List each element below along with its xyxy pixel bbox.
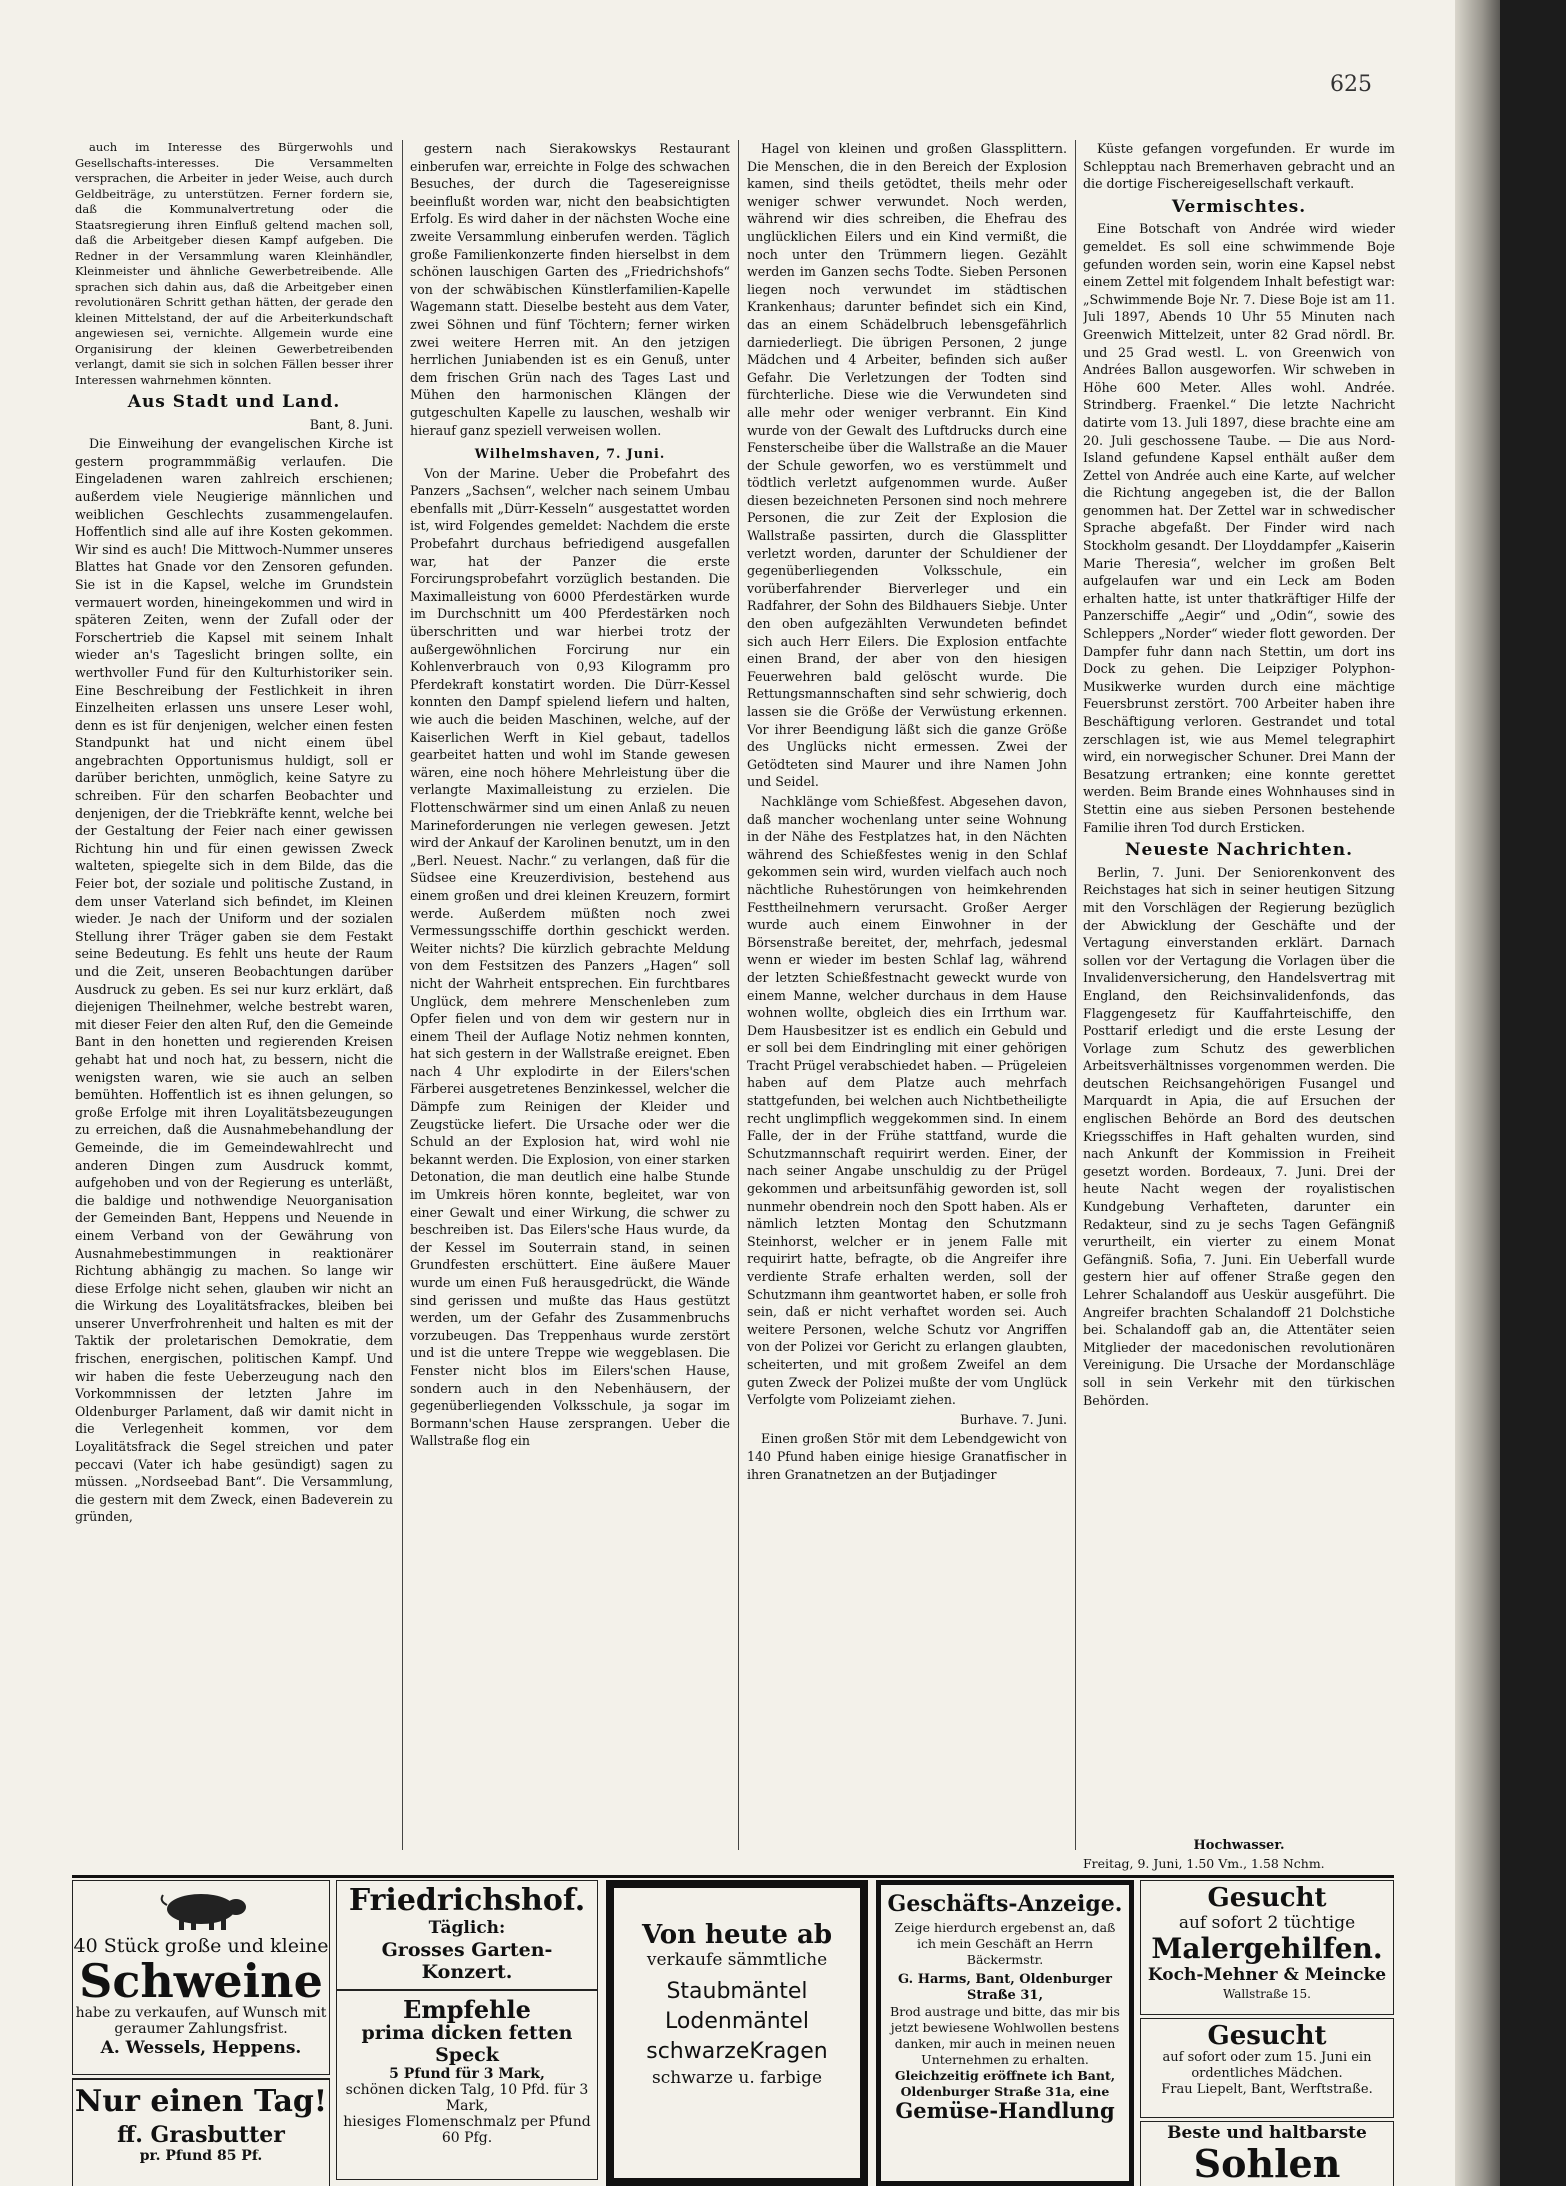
ad-pigs — [72, 1880, 330, 2075]
maler-headline: Gesucht — [1207, 1883, 1327, 1913]
column-1 — [75, 140, 393, 1840]
column-rule — [738, 140, 739, 1850]
liepelt-headline: Gesucht — [1207, 2021, 1327, 2051]
pigs-terms: habe zu verkaufen, auf Wunsch mit geraumer Zahlungsfrist. — [75, 2005, 327, 2038]
liepelt-name: Frau Liepelt, Bant, Werftstraße. — [1161, 2082, 1373, 2098]
strubbe-butter-price: pr. Pfund 85 Pf. — [139, 2148, 263, 2164]
huismann-colors: schwarze u. farbige — [652, 2068, 822, 2089]
pigs-headline: Schweine — [79, 1954, 323, 2008]
sohlen-line1: Beste und haltbarste — [1167, 2123, 1367, 2143]
column-4 — [1083, 140, 1395, 1840]
intro-text: auch im Interesse des Bürgerwohls und Gesellschafts-interesses. Die Versammelten versprachen, die Arbeiter in jeder Weise, auch durch Geldbeiträge, zu unterstützen. Ferner fordern sie, daß die Kommunalvertretung oder die Staatsregierung ihren Einfluß geltend machen soll, daß die Arbeitgeber diesen Kampf aufgeben. Die Redner in der Versammlung waren Kleinhändler, Kleinmeister und ähnliche Gewerbetreibende. Alle sprachen sich dahin aus, daß die Arbeitgeber einen revolutionären Schritt gethan hätten, der gerade den kleinen Mittelstand, der auf die Arbeiterkundschaft angewiesen sei, vernichte. Allgemein wurde eine Organisirung der kleinen Gewerbetreibenden verlangt, damit sie sich in solchen Fällen besser ihrer Interessen wahrnehmen könnten. — [75, 140, 393, 387]
maler-title: Malergehilfen. — [1151, 1932, 1383, 1966]
pig-icon — [151, 1885, 251, 1931]
article-explosion: Hagel von kleinen und großen Glassplittern. Die Menschen, die in den Bereich der Explosion kamen, sind theils getödtet, theils mehr oder weniger schwer verwundet. Noch werden, während wir dies schreiben, die Ehefrau des unglücklichen Eilers und ein Kind vermißt, die noch unter den Trümmern liegen. Gezählt werden im Ganzen sechs Todte. Sieben Personen liegen noch verwundet im städtischen Krankenhaus; darunter befindet sich ein Kind, das an einem Schädelbruch lebensgefährlich darniederliegt. Die übrigen Personen, 2 junge Mädchen und 4 Arbeiter, befinden sich außer Gefahr. Die Verletzungen der Todten sind fürchterliche. Diese wie die Verwundeten sind alle mehr oder weniger verbrannt. Ein Kind wurde von der Gewalt des Luftdrucks durch eine Fensterscheibe über die Wallstraße an die Mauer der Schule geworfen, wo es verstümmelt und tödtlich verletzt aufgenommen wurde. Außer diesen bezeichneten Personen sind noch mehrere Personen, die zur Zeit der Explosion die Wallstraße passirten, durch die Glassplitter verletzt worden, darunter der Schuldiener der gegenüberliegenden Volksschule, ein vorüberfahrender Bierverleger und ein Radfahrer, der Sohn des Bildhauers Siebje. Unter den oben aufgezählten Verwundeten befindet sich auch Herr Eilers. Die Explosion entfachte einen Brand, der aber von den hiesigen Feuerwehren bald gelöscht wurde. Die Rettungsmannschaften sind sehr schwierig, doch lassen sie die Größe der Verwüstung erkennen. Vor ihrer Beendigung läßt sich die ganze Größe des Unglücks nicht ermessen. Zwei der Getödteten sind Maurer und ihre Namen John und Seidel. — [747, 141, 1067, 790]
page-number: 625 — [1330, 72, 1372, 97]
strubbe-butter: ff. Grasbutter — [117, 2122, 285, 2148]
separator — [337, 1989, 597, 1991]
huismann-headline: Von heute ab — [641, 1920, 833, 1950]
levie-headline: Empfehle — [403, 1994, 531, 2024]
dateline-burhave: Burhave. 7. Juni. — [960, 1411, 1067, 1427]
section-heading-local: Aus Stadt und Land. — [127, 392, 341, 412]
oltmanns-harms: G. Harms, Bant, Oldenburger Straße 31, — [898, 1972, 1112, 2004]
levie-speck-price: 5 Pfund für 3 Mark, — [389, 2065, 545, 2082]
ad-friedrichshof-levie — [336, 1880, 598, 2180]
oltmanns-notice: Zeige hierdurch ergebenst an, daß ich mein Geschäft an Herrn Bäckermstr. — [894, 1920, 1116, 1968]
maler-address: Wallstraße 15. — [1222, 1986, 1311, 2001]
article-marine: Von der Marine. Ueber die Probefahrt des Panzers „Sachsen“, welcher nach seinem Umbau ebenfalls mit „Dürr-Kesseln“ ausgestattet worden ist, wird Folgendes gemeldet: Nachdem die erste Probefahrt durchaus befriedigend ausgefallen war, hat der Panzer die erste Forcirungsprobefahrt vorzüglich bestanden. Die Maximalleistung von 6000 Pferdestärken wurde im Durchschnitt um 400 Pferdestärken noch überschritten und war hierbei trotz der außergewöhnlichen Forcirung nur ein Kohlenverbrauch von 0,93 Kilogramm pro Pferdekraft konstatirt worden. Die Dürr-Kessel konnten den Dampf spielend liefern und halten, wie auch die beiden Maschinen, welche, auf der Kaiserlichen Werft in Kiel gebaut, tadellos gearbeitet hatten und wohl im Stande gewesen wären, eine noch höhere Mehrleistung über die verlangte Maximalleistung zu erzielen. Die Flottenschwärmer sind um einen Anlaß zu neuen Marineforderungen nie verlegen gewesen. Jetzt wird der Ankauf der Karolinen benutzt, um in den „Berl. Neuest. Nachr.“ zu verlangen, daß für die Südsee eine Kreuzerdivision, bestehend aus einem großen und drei kleinen Kreuzern, formirt werde. Außerdem müßten noch zwei Vermessungsschiffe dorthin geschickt werden. Weiter nichts? Die kürzlich gebrachte Meldung von dem Festsitzen des Panzers „Hagen“ soll nicht der Wahrheit entsprechen. Ein furchtbares Unglück, dem mehrere Menschenleben zum Opfer fielen und von dem wir gestern nur in einem Theil der Auflage Notiz nehmen konnten, hat sich gestern in der Wallstraße ereignet. Eben nach 4 Uhr explodirte in der Eilers'schen Färberei ausgetretenes Benzinkessel, welcher die Dämpfe zum Reinigen der Kleider und Zeugstücke liefert. Die Ursache oder wer die Schuld an der Explosion hat, wird wohl nie bekannt werden. Die Explosion, von einer starken Detonation, die man deutlich eine halbe Stunde im Umkreis hören konnte, begleitet, war von einer Gewalt und einer Wirkung, die schwer zu beschreiben ist. Das Eilers'sche Haus wurde, da der Kessel im Souterrain stand, in seinen Grundfesten erschüttert. Eine äußere Mauer wurde um einen Fuß herausgedrückt, die Wände sind gerissen und mußte das Haus gestützt werden, um der Gefahr des Zusammenbruchs vorzubeugen. Das Treppenhaus wurde zerstört und ist die untere Treppe wie weggeblasen. Die Fenster nicht blos im Eilers'schen Hause, sondern auch in den Nebenhäusern, der gegenüberliegenden Volksschule, ja sogar im Bormann'schen Hause zersprangen. Ueber die Wallstraße flog ein — [410, 465, 730, 1449]
ad-malergehilfen — [1140, 1880, 1394, 2015]
dateline-bant: Bant, 8. Juni. — [309, 416, 393, 432]
ad-sohlen — [1140, 2121, 1394, 2186]
article-stoer-cont: Küste gefangen vorgefunden. Er wurde im Schlepptau nach Bremerhaven gebracht und an die dortige Fischereigesellschaft verkauft. — [1083, 141, 1395, 192]
huismann-item-2: Lodenmäntel — [665, 2009, 809, 2035]
flood-times: Freitag, 9. Juni, 1.50 Vm., 1.58 Nchm. — [1083, 1856, 1325, 1871]
book-binding — [1455, 0, 1500, 2186]
scan-edge — [1500, 0, 1566, 2186]
maler-company: Koch-Mehner & Meincke — [1147, 1964, 1387, 1985]
huismann-item-3: schwarzeKragen — [646, 2039, 828, 2065]
friedrichshof-daily: Täglich: — [428, 1917, 506, 1938]
huismann-sell: verkaufe sämmtliche — [646, 1950, 828, 1971]
oltmanns-thanks: Brod austrage und bitte, das mir bis jetzt bewiesene Wohlwollen bestens danken, mir auch in meinen neuen Unternehmen zu erhalten. — [890, 2004, 1120, 2068]
pigs-line1: 40 Stück große und kleine — [73, 1935, 329, 1957]
huismann-item-1: Staubmäntel — [666, 1979, 808, 2005]
article-news: Berlin, 7. Juni. Der Seniorenkonvent des Reichstages hat sich in seiner heutigen Sitzung mit den Vorschlägen der Regierung bezüglich der Abwicklung der Geschäfte und der Vertagung einverstanden erklärt. Darnach sollen vor der Vertagung die Vorlagen über die Invalidenversicherung, den Handelsvertrag mit England, den Reichsinvalidenfonds, das Flaggengesetz für Kauffahrteischiffe, den Posttarif erledigt und die erste Lesung der Vorlage zum Schutz des gewerblichen Arbeitsverhältnisses vorgenommen werden. Die deutschen Reichsangehörigen Fusangel und Marquardt in Apia, die auf Ersuchen der englischen Behörde an Bord des deutschen Kriegsschiffes in Haft gehalten wurden, sind nach Ankunft der Kommission in Freiheit gesetzt worden. Bordeaux, 7. Juni. Drei der heute Nacht wegen der royalistischen Kundgebung Verhafteten, darunter ein Redakteur, sind zu je sechs Tagen Gefängniß verurtheilt, ein vierter zu einem Monat Gefängniß. Sofia, 7. Juni. Ein Ueberfall wurde gestern hier auf offener Straße gegen den Lehrer Schalandoff aus Ueskür ausgeführt. Die Angreifer brachten Schalandoff 21 Dolchstiche bei. Schalandoff gab an, die Attentäter seien Mitglieder der macedonischen revolutionären Vereinigung. Die Ursache der Mordanschläge soll in sein Verkehr mit den türkischen Behörden. — [1083, 864, 1395, 1408]
oltmanns-opening: Gleichzeitig eröffnete ich Bant, Oldenburger Straße 31a, eine — [894, 2068, 1116, 2100]
article-church: Die Einweihung der evangelischen Kirche ist gestern programmmäßig verlaufen. Die Eingeladenen waren zahlreich erschienen; außerdem viele Neugierige männlichen und weiblichen Geschlechts zusammengelaufen. Hoffentlich sind alle auf ihre Kosten gekommen. Wir sind es auch! Die Mittwoch-Nummer unseres Blattes hat Gnade vor den Zensoren gefunden. Sie ist in die Kapsel, welche im Grundstein vermauert worden, hineingekommen und wird in späteren Zeiten, wenn der Zufall oder der Forschertrieb die Kapsel mit seinem Inhalt wieder an's Tageslicht bringen sollte, ein werthvoller Fund für den Kulturhistoriker sein. Eine Beschreibung der Festlichkeit in ihren Einzelheiten erlassen uns unsere Leser wohl, denn es ist für denjenigen, welcher einen festen Standpunkt hat und nicht einem übel angebrachten Opportunismus huldigt, soll er darüber berichten, unmöglich, keine Satyre zu schreiben. Für den scharfen Beobachter und denjenigen, der die Triebkräfte kennt, welche bei der Gestaltung der Feier nach einer gewissen Richtung hin und für einen gewissen Zweck walteten, spiegelte sich in dem Bilde, das die Feier bot, der soziale und politische Zustand, in dem unser Vaterland sich befindet, im Kleinen wieder. Je nach der Uniform und der sozialen Stellung ihrer Träger gaben sie dem Festakt seine Bedeutung. Es fehlt uns heute der Raum und die Zeit, unseren Beobachtungen darüber Ausdruck zu geben. Es sei nur kurz erklärt, daß diejenigen Theilnehmer, welche bestrebt waren, mit dieser Feier den alten Ruf, den die Gemeinde Bant in den honetten und regierenden Kreisen gehabt hat und noch hat, zu bessern, nicht die wenigsten waren, wie sie auch an selben bemühten. Hoffentlich ist es ihnen gelungen, so große Erfolge mit ihren Loyalitätsbezeugungen zu erreichen, daß die Ausnahmebehandlung der Gemeinde, die im Gemeindewahlrecht und anderen Dingen zum Ausdruck kommt, aufgehoben und von der Regierung es unterläßt, die baldige und nothwendige Neuorganisation der Gemeinden Bant, Heppens und Neuende in einem Verband von der Gewährung von Ausnahmebestimmungen in reaktionärer Richtung abhängig zu machen. So lange wir diese Erfolge nicht sehen, glauben wir nicht an die Wirkung des Loyalitätsfrackes, bleiben bei unserer Unverfrohrenheit und halten es mit der Taktik der proletarischen Demokratie, dem frischen, energischen, politischen Kampf. Und wir haben die feste Ueberzeugung nach den Vorkommnissen der letzten Jahre im Oldenburger Parlament, daß wir damit nicht in die Verlegenheit kommen, vor dem Loyalitätsfrack die Segel streichen und pater peccavi (Vater ich habe gesündigt) sagen zu müssen. „Nordseebad Bant“. Die Versammlung, die gestern mit dem Zweck, einen Badeverein zu gründen, — [75, 436, 393, 1525]
oltmanns-shop: Gemüse-Handlung — [895, 2098, 1115, 2124]
section-heading-misc: Vermischtes. — [1171, 196, 1307, 217]
article-stoer: Einen großen Stör mit dem Lebendgewicht von 140 Pfund haben einige hiesige Granatfischer in ihren Granatnetzen an der Butjadinger — [747, 1431, 1067, 1482]
ad-maedchen-liepelt — [1140, 2018, 1394, 2118]
pigs-seller: A. Wessels, Heppens. — [100, 2038, 302, 2059]
friedrichshof-title: Friedrichshof. — [348, 1883, 586, 1918]
liepelt-text: auf sofort oder zum 15. Juni ein ordentliches Mädchen. — [1162, 2050, 1372, 2082]
column-2 — [410, 140, 730, 1840]
strubbe-headline: Nur einen Tag! — [74, 2084, 328, 2119]
flood-title: Hochwasser. — [1193, 1838, 1285, 1853]
ads-top-rule — [72, 1875, 1394, 1878]
column-rule — [1075, 140, 1076, 1850]
strubbe-body — [72, 2122, 330, 2164]
levie-talg: schönen dicken Talg, 10 Pfd. für 3 Mark, — [345, 2081, 589, 2114]
column-3 — [747, 140, 1067, 1840]
section-heading-news: Neueste Nachrichten. — [1124, 840, 1354, 861]
article-schiessfest: Nachklänge vom Schießfest. Abgesehen davon, daß mancher wochenlang unter seine Wohnung in der Nähe des Festplatzes hat, in den Nächten während des Schießfestes wenig in den Schlaf gekommen sein wird, wurden vielfach auch noch nächtliche Ruhestörungen von heimkehrenden Festtheilnehmern verursacht. Großer Aerger wurde auch einem Einwohner in der Börsenstraße bereitet, der, mehrfach, jedesmal wenn er wieder im besten Schlaf lag, während der letzten Schießfestnacht geweckt wurde von einem Manne, welcher durchaus in dem Hause wohnen wollte, obgleich dies ein Irrthum war. Dem Hausbesitzer ist es endlich ein Gebuld und er soll bei dem Eindringling mit einer gehörigen Tracht Prügel verabschiedet haben. — Prügeleien haben auf dem Platze auch mehrfach stattgefunden, bei welchen auch Nichtbetheiligte recht unglimpflich weggekommen sind. In einem Falle, der in der Frühe stattfand, wurde die Schutzmannschaft requirirt werden. Einer, der nach seiner Angabe unschuldig zu der Prügel gekommen und arbeitsunfähig geworden ist, soll nunmehr obendrein noch den Spott haben. Als er nämlich letzten Montag den Schutzmann Steinhorst, welcher er in jenem Falle mit requirirt hatte, befragte, ob die Angreifer ihre verdiente Strafe erhalten werden, soll der Schutzmann ihm geantwortet haben, er solle froh sein, daß er nicht verhaftet worden sei. Auch weitere Personen, welche Schutz vor Angriffen von der Polizei vor Gericht zu erlangen glaubten, scheiterten, und mit großem Zweifel an dem guten Zweck der Polizei mußte der vom Unglück Verfolgte vom Polizeiamt ziehen. — [747, 793, 1067, 1408]
levie-schmalz: hiesiges Flomenschmalz per Pfund 60 Pfg. — [343, 2113, 591, 2146]
maler-line1: auf sofort 2 tüchtige — [1178, 1913, 1356, 1934]
friedrichshof-concert: Grosses Garten-Konzert. — [381, 1938, 553, 1983]
levie-speck: prima dicken fetten Speck — [361, 2021, 573, 2066]
sohlen-headline: Sohlen — [1193, 2141, 1341, 2186]
column-rule — [402, 140, 403, 1850]
ad-oltmanns — [876, 1880, 1134, 2186]
oltmanns-headline: Geschäfts-Anzeige. — [887, 1891, 1123, 1917]
article-misc: Eine Botschaft von Andrée wird wieder gemeldet. Es soll eine schwimmende Boje gefunden worden sein, worin eine Kapsel nebst einem Zettel mit folgendem Inhalt befestigt war: „Schwimmende Boje Nr. 7. Diese Boje ist am 11. Juli 1897, Abends 10 Uhr 55 Minuten nach Greenwich Mittelzeit, unter 82 Grad nördl. Br. und 25 Grad westl. L. von Greenwich von Andrées Ballon ausgeworfen. Wir schweben in Höhe 600 Meter. Alles wohl. Andrée. Strindberg. Fraenkel.“ Die letzte Nachricht datirte vom 13. Juli 1897, diese brachte eine am 20. Juli geschossene Taube. — Die aus Nord-Island gefundene Kapsel enthält außer dem Zettel von Andrée auch eine Karte, auf welcher die Richtung angegeben ist, die der Ballon genommen hat. Der Zettel war in schwedischer Sprache abgefaßt. Der Finder wird nach Stockholm gesandt. Der Lloyddampfer „Kaiserin Marie Theresia“, welcher im großen Belt aufgelaufen war und ein Leck am Boden erhalten hatte, ist unter thatkräftiger Hilfe der Panzerschiffe „Aegir“ und „Odin“, sowie des Schleppers „Norder“ wieder flott geworden. Der Dampfer fuhr dann nach Stettin, um dort ins Dock zu gehen. Die Leipziger Polyphon-Musikwerke wurden durch eine mächtige Feuersbrunst zerstört. 700 Arbeiter haben ihre Beschäftigung verloren. Gestrandet und total zerschlagen ist, wie aus Memel telegraphirt wird, ein norwegischer Schuner. Drei Mann der Besatzung ertranken; eine konnte gerettet werden. Beim Brande eines Wohnhauses sind in Stettin eine aus sieben Personen bestehende Familie ihren Tod durch Ersticken. — [1083, 221, 1395, 835]
ad-huismann — [606, 1880, 868, 2186]
article-concerts: gestern nach Sierakowskys Restaurant einberufen war, erreichte in Folge des schwachen Besuches, der durch die Tagesereignisse beeinflußt worden war, nicht den beabsichtigten Erfolg. Es wird daher in der nächsten Woche eine zweite Versammlung einberufen werden. Täglich große Familienkonzerte finden hierselbst in dem schönen lauschigen Garten des „Friedrichshofs“ von der schwäbischen Künstlerfamilien-Kapelle Wagemann statt. Dieselbe besteht aus dem Vater, zwei Söhnen und fünf Töchtern; ferner wirken zwei weitere Herren mit. An den jetzigen herrlichen Juniabenden ist es ein Genuß, unter dem frischen Grün nach des Tages Last und Mühen den harmonischen Klängen der gutgeschulten Kapelle zu lauschen, weshalb wir hierauf ganz speziell verweisen wollen. — [410, 141, 730, 438]
dateline-wilhelmshaven: Wilhelmshaven, 7. Juni. — [474, 446, 666, 462]
